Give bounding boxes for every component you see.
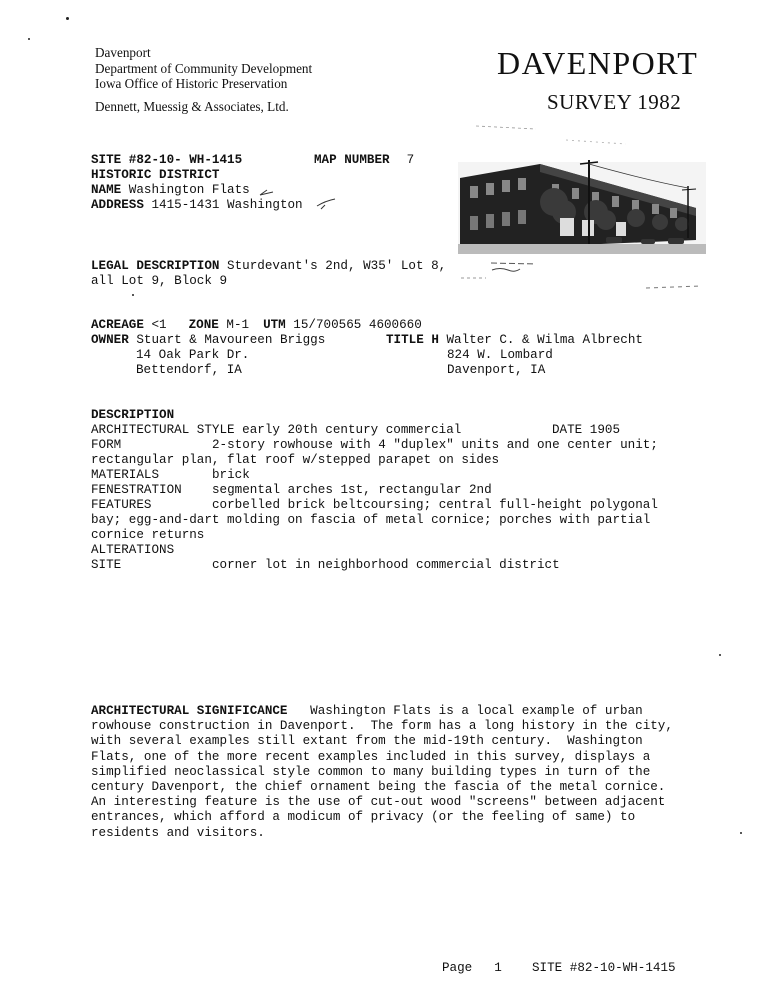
title-label: TITLE H xyxy=(386,333,439,347)
survey-title: DAVENPORT xyxy=(497,45,699,81)
title-holder-city: Davenport, IA xyxy=(447,363,546,377)
zone-value: M-1 xyxy=(218,318,250,332)
significance-paragraph xyxy=(91,704,681,841)
date-value: 1905 xyxy=(582,423,621,437)
agency-block xyxy=(95,45,312,114)
survey-year: SURVEY 1982 xyxy=(547,90,682,114)
utm-value: 15/700565 4600660 xyxy=(285,318,422,332)
owner-field xyxy=(91,333,325,348)
owner-street: 14 Oak Park Dr. xyxy=(136,348,250,362)
architectural-style-value: early 20th century commercial xyxy=(234,423,462,437)
date-label: DATE xyxy=(552,423,583,437)
alterations-label: ALTERATIONS xyxy=(91,543,175,557)
parcel-info-row xyxy=(91,318,422,333)
significance-line: century Davenport, the chief ornament being the fascia of the metal cornice. xyxy=(91,780,666,795)
name-label: NAME xyxy=(91,183,122,197)
significance-line: Flats, one of the more recent examples included in this survey, displays a xyxy=(91,749,651,764)
scan-speck xyxy=(719,654,721,656)
site-number: SITE #82-10- WH-1415 xyxy=(91,153,243,167)
title-holder-name: Walter C. & Wilma Albrecht xyxy=(438,333,643,347)
features-value-line2: bay; egg-and-dart molding on fascia of metal cornice; porches with partial xyxy=(91,513,651,527)
map-number-label: MAP NUMBER xyxy=(314,153,390,167)
scan-speck xyxy=(740,832,742,834)
form-value-line2: rectangular plan, flat roof w/stepped parapet on sides xyxy=(91,453,500,467)
significance-line: An interesting feature is the use of cut-out wood "screens" between adjacent xyxy=(91,795,666,810)
state-office-name: Iowa Office of Historic Preservation xyxy=(95,76,288,91)
utm-label: UTM xyxy=(263,318,286,332)
site-label: SITE xyxy=(91,558,122,572)
significance-line: simplified neoclassical style common to many building types in turn of the xyxy=(91,764,651,779)
acreage-label: ACREAGE xyxy=(91,318,144,332)
acreage-value: <1 xyxy=(143,318,167,332)
zone-label: ZONE xyxy=(188,318,219,332)
significance-label: ARCHITECTURAL SIGNIFICANCE xyxy=(91,704,288,718)
pen-mark xyxy=(255,183,345,218)
name-field xyxy=(91,183,250,198)
form-value-line1: 2-story rowhouse with 4 "duplex" units and one center unit; xyxy=(212,438,658,452)
fenestration-value: segmental arches 1st, rectangular 2nd xyxy=(212,483,492,497)
title-holder-street: 824 W. Lombard xyxy=(447,348,553,362)
city-name: Davenport xyxy=(95,45,151,60)
page-label: Page xyxy=(442,961,473,975)
building-photo xyxy=(456,120,708,292)
historic-district-label: HISTORIC DISTRICT xyxy=(91,168,220,182)
scan-speck xyxy=(132,294,134,296)
features-value-line3: cornice returns xyxy=(91,528,205,542)
features-label: FEATURES xyxy=(91,498,152,512)
legal-description-label: LEGAL DESCRIPTION xyxy=(91,259,220,273)
owner-city: Bettendorf, IA xyxy=(136,363,242,377)
name-value: Washington Flats xyxy=(121,183,250,197)
map-number-value: 7 xyxy=(406,153,415,167)
footer-site-reference: SITE #82-10-WH-1415 xyxy=(532,961,676,975)
fenestration-label: FENESTRATION xyxy=(91,483,182,497)
map-number-field xyxy=(314,153,414,168)
legal-description-line2: all Lot 9, Block 9 xyxy=(91,274,228,288)
legal-description-line1 xyxy=(91,259,446,274)
date-field xyxy=(552,423,620,438)
form-label: FORM xyxy=(91,438,122,452)
consultant-firm: Dennett, Muessig & Associates, Ltd. xyxy=(95,98,289,114)
architectural-style-label: ARCHITECTURAL STYLE xyxy=(91,423,235,437)
significance-line: rowhouse construction in Davenport. The form has a long history in the city, xyxy=(91,719,673,734)
architectural-style-field xyxy=(91,423,461,438)
materials-value: brick xyxy=(212,468,250,482)
owner-name: Stuart & Mavoureen Briggs xyxy=(128,333,326,347)
site-value: corner lot in neighborhood commercial district xyxy=(212,558,560,572)
description-heading: DESCRIPTION xyxy=(91,408,175,422)
page-indicator xyxy=(442,961,502,976)
legal-description-value: Sturdevant's 2nd, W35' Lot 8, xyxy=(219,259,447,273)
significance-line: entrances, which afford a modicum of privacy (or the feeling of same) to xyxy=(91,810,636,825)
materials-label: MATERIALS xyxy=(91,468,160,482)
title-field xyxy=(386,333,643,348)
significance-line: residents and visitors. xyxy=(91,825,265,840)
department-name: Department of Community Development xyxy=(95,60,313,76)
significance-line: with several examples still extant from the mid-19th century. Washington xyxy=(91,734,643,749)
address-value: 1415-1431 Washington xyxy=(143,198,303,212)
significance-line: ARCHITECTURAL SIGNIFICANCE Washington Flats is a local example of urban xyxy=(91,704,643,718)
page-number: 1 xyxy=(494,961,502,975)
address-label: ADDRESS xyxy=(91,198,144,212)
features-value-line1: corbelled brick beltcoursing; central full-height polygonal xyxy=(212,498,658,512)
scan-speck xyxy=(66,17,69,20)
owner-label: OWNER xyxy=(91,333,129,347)
scan-speck xyxy=(28,38,30,40)
